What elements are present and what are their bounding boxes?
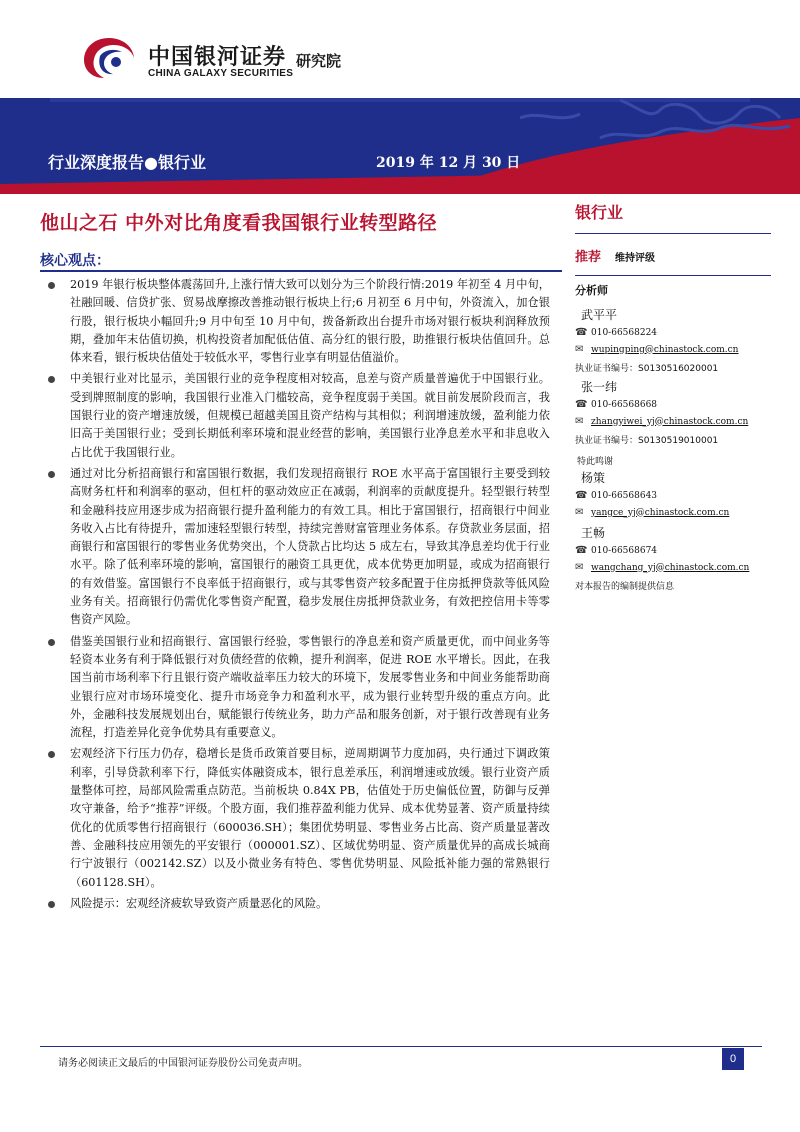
analyst-email-link[interactable]: zhangyiwei_yj@chinastock.com.cn bbox=[591, 416, 749, 427]
contributor-entry bbox=[575, 469, 771, 518]
report-banner bbox=[0, 98, 800, 194]
analyst-entry bbox=[575, 378, 771, 446]
analyst-phone: 010-66568668 bbox=[591, 399, 658, 410]
banner-background bbox=[0, 98, 800, 194]
report-title: 他山之石 中外对比角度看我国银行业转型路径 bbox=[40, 212, 438, 234]
contributor-email-link[interactable]: wangchang_yj@chinastock.com.cn bbox=[591, 562, 750, 573]
galaxy-logo-icon bbox=[80, 34, 138, 82]
sector-rule bbox=[575, 233, 771, 234]
analyst-entry bbox=[575, 306, 771, 374]
core-views-heading: 核心观点： bbox=[40, 253, 110, 269]
analyst-email-link[interactable]: wupingping@chinastock.com.cn bbox=[591, 344, 739, 355]
phone-icon: ☎ bbox=[575, 490, 588, 501]
rating-status: 维持评级 bbox=[615, 253, 656, 264]
rating-row bbox=[575, 246, 775, 265]
core-view-item: 中美银行业对比显示，美国银行业的竞争程度相对较高，息差与资产质量普遍优于中国银行业。受到牌照制度的影响，我国银行业准入门槛较高，竞争程度弱于美国。就目前发展阶段而言，我国银行业的资产增速放缓，但规模已超越美国且资产结构与其相似；利润增速放缓，盈利能力依旧高于美国银行业；受到长期低利率环境和混业经营的影响，美国银行业净息差水平和非息收入占比优于我国银行业。 bbox=[44, 370, 550, 461]
analyst-box bbox=[575, 275, 771, 592]
info-sidebar bbox=[575, 200, 775, 592]
brand-division: 研究院 bbox=[296, 52, 342, 70]
report-type: 行业深度报告●银行业 bbox=[48, 153, 206, 172]
contributor-phone: 010-66568674 bbox=[591, 545, 658, 556]
core-view-item: 通过对比分析招商银行和富国银行数据，我们发现招商银行 ROE 水平高于富国银行主要受到较高财务杠杆和利润率的驱动，但杠杆的驱动效应正在减弱，利润率的贡献度提升。轻型银行转型和金融科技应用逐步成为招商银行提升盈利能力的有效工具。相比于富国银行，招商银行中间业务收入占比有待提升，需加速轻型银行转型，持续完善财富管理业务体系。存贷款业务层面，招商银行和富国银行的零售业务优势突出，个人贷款占比均达 5 成左右，导致其净息差均优于行业水平。除了低利率环境的影响，富国银行的融资工具更优，成本优势更加明显，或成为招商银行的有效借鉴。富国银行不良率低于招商银行，或与其零售资产较多配置于住房抵押贷款等低风险业务有关。招商银行仍需优化零售资产配置，稳步发展住房抵押贷款业务，有效把控信用卡等零售资产风险。 bbox=[44, 465, 550, 630]
analyst-name: 武平平 bbox=[581, 308, 618, 322]
email-icon: ✉ bbox=[575, 416, 584, 427]
core-view-item: 风险提示：宏观经济疲软导致资产质量恶化的风险。 bbox=[44, 895, 550, 913]
contributor-name: 王畅 bbox=[581, 526, 606, 540]
email-icon: ✉ bbox=[575, 562, 584, 573]
core-views-list bbox=[44, 276, 550, 916]
email-icon: ✉ bbox=[575, 344, 584, 355]
contributor-entry bbox=[575, 524, 771, 573]
contributor-email-link[interactable]: yangce_yj@chinastock.com.cn bbox=[591, 507, 730, 518]
brand-name-cn: 中国银河证券 bbox=[148, 45, 287, 70]
core-view-item: 借鉴美国银行业和招商银行、富国银行经验，零售银行的净息差和资产质量更优，而中间业务等轻资本业务有利于降低银行对负债经营的依赖，提升利润率，促进 ROE 水平增长。因此，在我国当前市场利率下行且银行资产端收益率压力较大的环境下，发展零售业务和中间业务能帮助商业银行应对市场环境变化、提升市场竞争力和盈利水平，成为银行业转型升级的重点方向。此外，金融科技发展规划出台，赋能银行传统业务，助力产品和服务创新，对于银行改善现有业务流程，打造差异化竞争优势具有重要意义。 bbox=[44, 633, 550, 743]
brand-name-en: CHINA GALAXY SECURITIES bbox=[148, 68, 294, 79]
report-header bbox=[0, 0, 800, 100]
core-view-item: 2019 年银行板块整体震荡回升,上涨行情大致可以划分为三个阶段行情:2019 年初至 4 月中旬，社融回暖、信贷扩张、贸易战摩擦改善推动银行板块上行;6 月初至 6 月中旬，外资流入，加仓银行股，银行板块小幅回升;9 月中旬至 10 月中旬，拨备新政出台提升市场对银行板块利润释放预期，叠加年末估值切换，机构投资者加配低估值、高分红的银行股，助推银行板块估值回升。总体来看，银行板块估值处于较低水平，零售行业享有明显估值溢价。 bbox=[44, 276, 550, 367]
analyst-heading: 分析师 bbox=[575, 284, 608, 297]
sector-label: 银行业 bbox=[575, 203, 624, 222]
core-view-item: 宏观经济下行压力仍存，稳增长是货币政策首要目标，逆周期调节力度加码，央行通过下调政策利率，引导贷款利率下行，降低实体融资成本，银行息差承压，利润增速或放缓。银行业资产质量整体可控，局部风险需重点防范。当前板块 0.84X PB，估值处于历史偏低位置，防御与反弹攻守兼备，给予“推荐”评级。个股方面，我们推荐盈利能力优异、成本优势显著、资产质量持续优化的优质零售行招商银行（600036.SH）；集团优势明显、零售业务占比高、资产质量显著改善、金融科技应用领先的平安银行（000001.SZ）、区域优势明显、资产质量优异的高成长城商行宁波银行（002142.SZ）以及小微业务有特色、零售优势明显、风险抵补能力强的常熟银行（601128.SH）。 bbox=[44, 745, 550, 891]
contributor-phone: 010-66568643 bbox=[591, 490, 658, 501]
footer-disclaimer: 请务必阅读正文最后的中国银河证券股份公司免责声明。 bbox=[58, 1058, 308, 1069]
analyst-cert: 执业证书编号：S0130519010001 bbox=[575, 436, 719, 446]
report-date: 2019 年 12 月 30 日 bbox=[376, 155, 521, 171]
page-number: 0 bbox=[722, 1048, 744, 1070]
special-thanks: 特此鸣谢 bbox=[577, 457, 614, 467]
email-icon: ✉ bbox=[575, 507, 584, 518]
analyst-cert: 执业证书编号：S0130516020001 bbox=[575, 364, 719, 374]
analyst-phone: 010-66568224 bbox=[591, 327, 658, 338]
support-note: 对本报告的编制提供信息 bbox=[575, 582, 675, 592]
analyst-name: 张一纬 bbox=[581, 380, 618, 394]
contributor-name: 杨策 bbox=[581, 471, 606, 485]
phone-icon: ☎ bbox=[575, 327, 588, 338]
rating-value: 推荐 bbox=[575, 250, 602, 265]
phone-icon: ☎ bbox=[575, 399, 588, 410]
phone-icon: ☎ bbox=[575, 545, 588, 556]
heading-rule bbox=[40, 270, 562, 272]
footer-rule bbox=[40, 1046, 762, 1047]
